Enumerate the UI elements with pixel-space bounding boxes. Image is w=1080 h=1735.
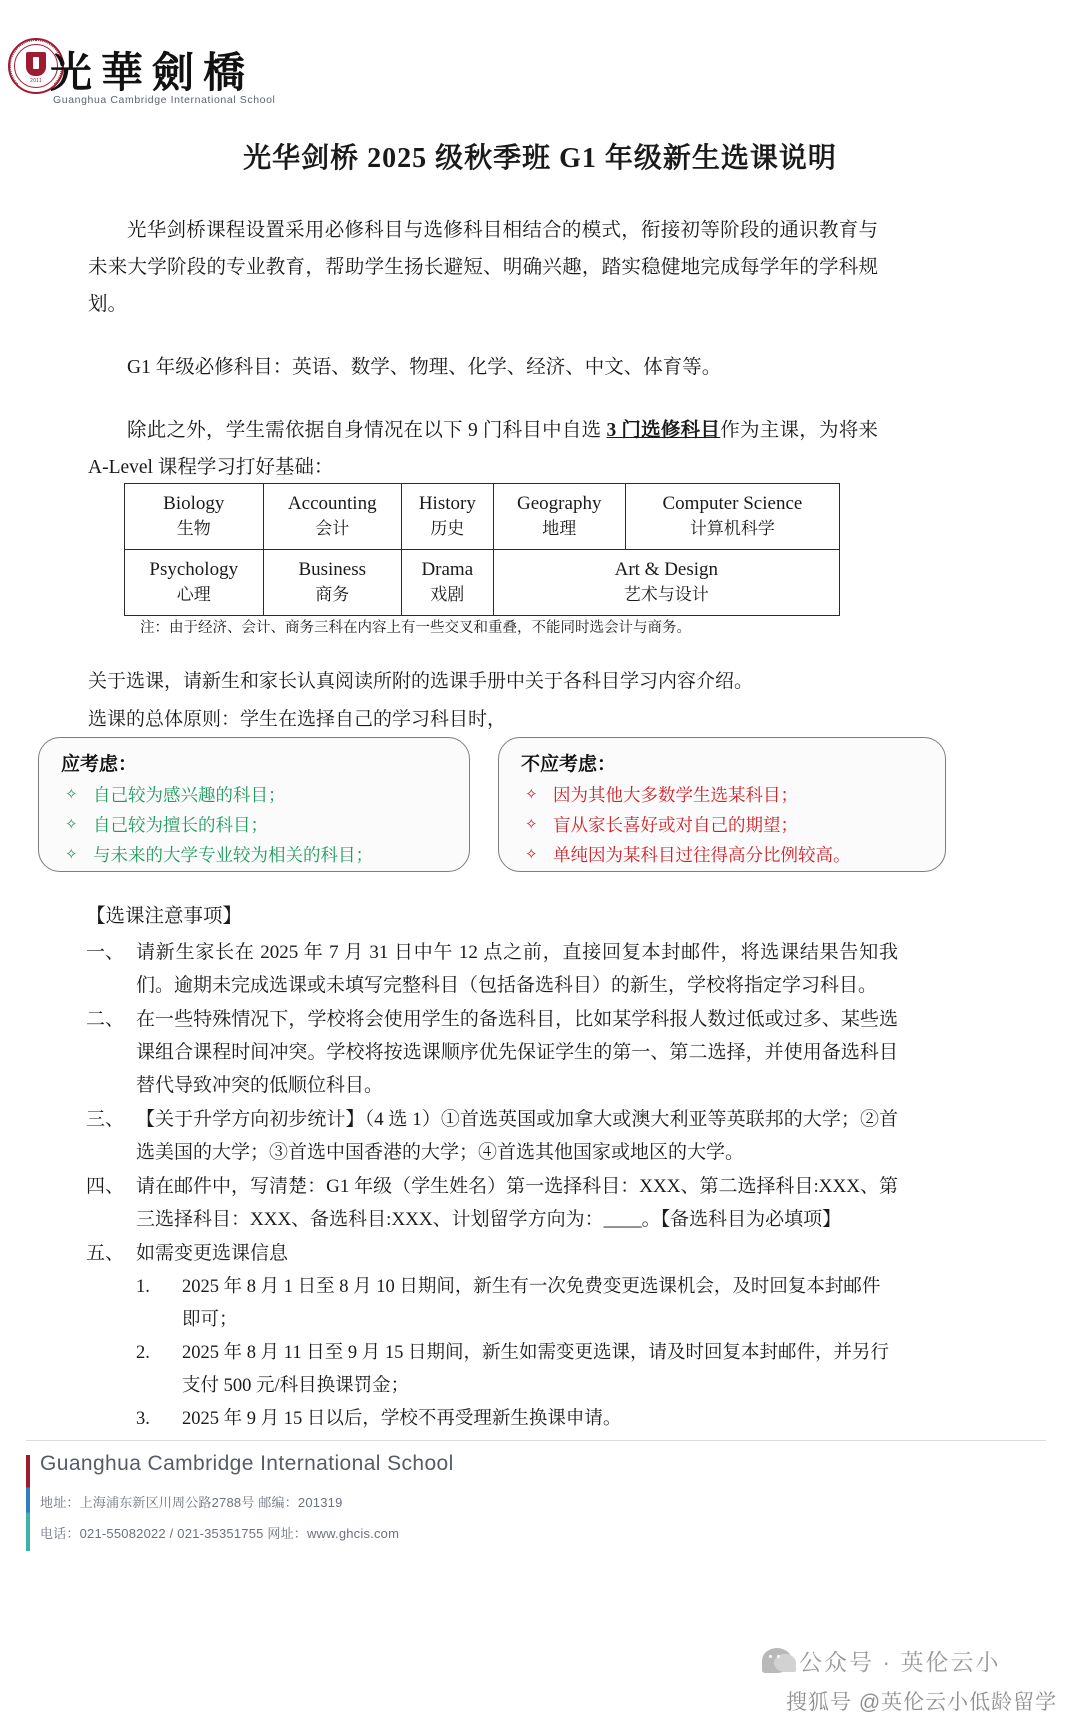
page-title: 光华剑桥 2025 级秋季班 G1 年级新生选课说明 xyxy=(243,143,837,174)
notice-item-text: 请新生家长在 2025 年 7 月 31 日中午 12 点之前，直接回复本封邮件，将选课结果告知我们。逾期未完成选课或未填写完整科目（包括备选科目）的新生，学校将指定学习科目。 xyxy=(136,942,898,996)
footer-contact-line: 电话：021-55082022 / 021-35351755 网址：www.ghcis.com xyxy=(40,1526,400,1541)
crest-year-label: 2011 xyxy=(30,78,42,84)
subject-cn: 地理 xyxy=(542,519,577,538)
subject-cell-drama xyxy=(401,550,493,616)
logo-english-name: Guanghua Cambridge International School xyxy=(53,94,276,106)
subject-en: Psychology xyxy=(149,559,239,580)
list-item-label: 自己较为擅长的科目； xyxy=(93,815,268,835)
list-item xyxy=(39,840,469,870)
notice-item-text: 【关于升学方向初步统计】（4 选 1）①首选英国或加拿大或澳大利亚等英联邦的大学；②首选美国的大学；③首选中国香港的大学；④首选其他国家或地区的大学。 xyxy=(136,1109,898,1163)
intro-paragraph-2: G1 年级必修科目：英语、数学、物理、化学、经济、中文、体育等。 xyxy=(127,357,722,378)
subject-cell-accounting xyxy=(263,484,401,550)
handbook-notice-line: 关于选课，请新生和家长认真阅读所附的选课手册中关于各科目学习内容介绍。 xyxy=(88,671,754,692)
notice-item-text: 如需变更选课信息 xyxy=(136,1243,289,1264)
subject-cell-biology xyxy=(125,484,264,550)
sohu-watermark-label: 搜狐号 @英伦云小低龄留学 xyxy=(786,1691,1058,1714)
subject-cell-computer-science xyxy=(625,484,839,550)
list-item-label: 与未来的大学专业较为相关的科目； xyxy=(93,845,373,865)
logo-chinese-name: 光華劍橋 xyxy=(50,51,255,97)
list-item xyxy=(499,840,945,870)
wechat-watermark-label: 公众号 · 英伦云小 xyxy=(799,1648,1001,1675)
notice-item-3 xyxy=(86,1103,898,1169)
footer-address-line: 地址：上海浦东新区川周公路2788号 邮编：201319 xyxy=(40,1495,343,1510)
footer-divider xyxy=(26,1440,1046,1441)
list-item-label: 单纯因为某科目过往得高分比例较高。 xyxy=(553,845,851,865)
list-item xyxy=(39,780,469,810)
subject-cn: 历史 xyxy=(430,519,465,538)
subject-cn: 艺术与设计 xyxy=(623,585,709,604)
sub-item-number: 1. xyxy=(136,1277,150,1297)
list-item-label: 自己较为感兴趣的科目； xyxy=(93,785,286,805)
notice-section xyxy=(86,900,898,1436)
notice-item-number: 一、 xyxy=(86,942,125,963)
notice-item-2 xyxy=(86,1003,898,1102)
subject-cn: 计算机科学 xyxy=(689,519,775,538)
should-consider-title: 应考虑： xyxy=(61,754,138,775)
subject-en: Biology xyxy=(163,493,225,514)
diamond-bullet-icon: ✧ xyxy=(65,817,78,833)
sub-item-number: 3. xyxy=(136,1409,150,1429)
should-consider-list xyxy=(39,780,469,870)
subject-cn: 商务 xyxy=(315,585,350,604)
intro-paragraph-1: 光华剑桥课程设置采用必修科目与选修科目相结合的模式，衔接初等阶段的通识教育与未来大学阶段的专业教育，帮助学生扬长避短、明确兴趣，踏实稳健地完成每学年的学科规划。 xyxy=(88,220,878,315)
subject-cell-psychology xyxy=(125,550,264,616)
sub-item-number: 2. xyxy=(136,1343,150,1363)
subject-en: Business xyxy=(298,559,367,580)
footer-color-bar xyxy=(26,1455,30,1551)
intro-section xyxy=(88,212,878,512)
should-consider-box xyxy=(38,737,470,872)
subject-en: Drama xyxy=(421,559,474,580)
notice-item-number: 二、 xyxy=(86,1009,125,1030)
list-item xyxy=(86,1403,898,1436)
letterhead xyxy=(0,18,1080,110)
notice-item-1 xyxy=(86,936,898,1002)
diamond-bullet-icon: ✧ xyxy=(525,847,538,863)
wechat-icon xyxy=(762,1648,792,1673)
list-item xyxy=(499,780,945,810)
subject-en: Geography xyxy=(517,493,602,514)
selection-principle-section xyxy=(88,665,888,741)
subject-table-body xyxy=(125,484,840,616)
list-item xyxy=(39,810,469,840)
subject-cell-geography xyxy=(493,484,625,550)
list-item-label: 盲从家长喜好或对自己的期望； xyxy=(553,815,798,835)
subject-table-note: 注：由于经济、会计、商务三科在内容上有一些交叉和重叠，不能同时选会计与商务。 xyxy=(140,620,691,636)
subject-en: History xyxy=(418,493,476,514)
list-item-label: 因为其他大多数学生选某科目； xyxy=(553,785,798,805)
table-row xyxy=(125,484,840,550)
should-not-consider-title: 不应考虑： xyxy=(521,754,617,775)
notice-heading: 【选课注意事项】 xyxy=(86,906,243,927)
notice-item-number: 三、 xyxy=(86,1109,125,1130)
elective-subjects-table xyxy=(124,483,840,616)
wechat-watermark xyxy=(762,1642,1062,1678)
subject-cell-business xyxy=(263,550,401,616)
notice-item-number: 五、 xyxy=(86,1243,125,1264)
notice-item-text: 在一些特殊情况下，学校将会使用学生的备选科目，比如某学科报人数过低或过多、某些选课组合课程时间冲突。学校将按选课顺序优先保证学生的第一、第二选择，并使用备选科目替代导致冲突的低顺位科目。 xyxy=(136,1009,898,1096)
list-item xyxy=(86,1271,898,1337)
footer-school-name: Guanghua Cambridge International School xyxy=(40,1452,454,1475)
diamond-bullet-icon: ✧ xyxy=(525,817,538,833)
diamond-bullet-icon: ✧ xyxy=(525,787,538,803)
principle-intro-line: 选课的总体原则：学生在选择自己的学习科目时， xyxy=(88,709,507,730)
intro-p3-after: 作为主课，为将来 A-Level 课程学习打好基础： xyxy=(88,420,878,478)
sub-item-text: 2025 年 8 月 11 日至 9 月 15 日期间，新生如需变更选课，请及时回复本封邮件，并另行支付 500 元/科目换课罚金； xyxy=(182,1343,889,1396)
diamond-bullet-icon: ✧ xyxy=(65,847,78,863)
subject-cn: 心理 xyxy=(176,585,211,604)
notice-item-text: 请在邮件中，写清楚：G1 年级（学生姓名）第一选择科目：XXX、第二选择科目:XXX、第三选择科目：XXX、备选科目:XXX、计划留学方向为：____。【备选科目为必填项】 xyxy=(136,1176,898,1230)
change-policy-sublist xyxy=(86,1271,898,1436)
notice-item-4 xyxy=(86,1170,898,1236)
subject-en: Accounting xyxy=(287,493,377,514)
subject-en: Art & Design xyxy=(614,559,719,580)
intro-p3-before: 除此之外，学生需依据自身情况在以下 9 门科目中自选 xyxy=(127,420,607,441)
subject-cn: 会计 xyxy=(315,519,350,538)
subject-cn: 戏剧 xyxy=(430,585,465,604)
sub-item-text: 2025 年 8 月 1 日至 8 月 10 日期间，新生有一次免费变更选课机会，及时回复本封邮件即可； xyxy=(182,1277,881,1330)
list-item xyxy=(86,1337,898,1403)
diamond-bullet-icon: ✧ xyxy=(65,787,78,803)
sub-item-text: 2025 年 9 月 15 日以后，学校不再受理新生换课申请。 xyxy=(182,1409,622,1429)
subject-en: Computer Science xyxy=(662,493,803,514)
notice-item-number: 四、 xyxy=(86,1176,125,1197)
list-item xyxy=(499,810,945,840)
intro-paragraph-3 xyxy=(88,412,878,486)
should-not-consider-list xyxy=(499,780,945,870)
notice-item-5 xyxy=(86,1237,898,1270)
should-not-consider-box xyxy=(498,737,946,872)
subject-cell-history xyxy=(401,484,493,550)
table-row xyxy=(125,550,840,616)
subject-cell-art-design xyxy=(493,550,839,616)
subject-cn: 生物 xyxy=(176,519,211,538)
elective-count-emphasis: 3 门选修科目 xyxy=(606,420,721,441)
